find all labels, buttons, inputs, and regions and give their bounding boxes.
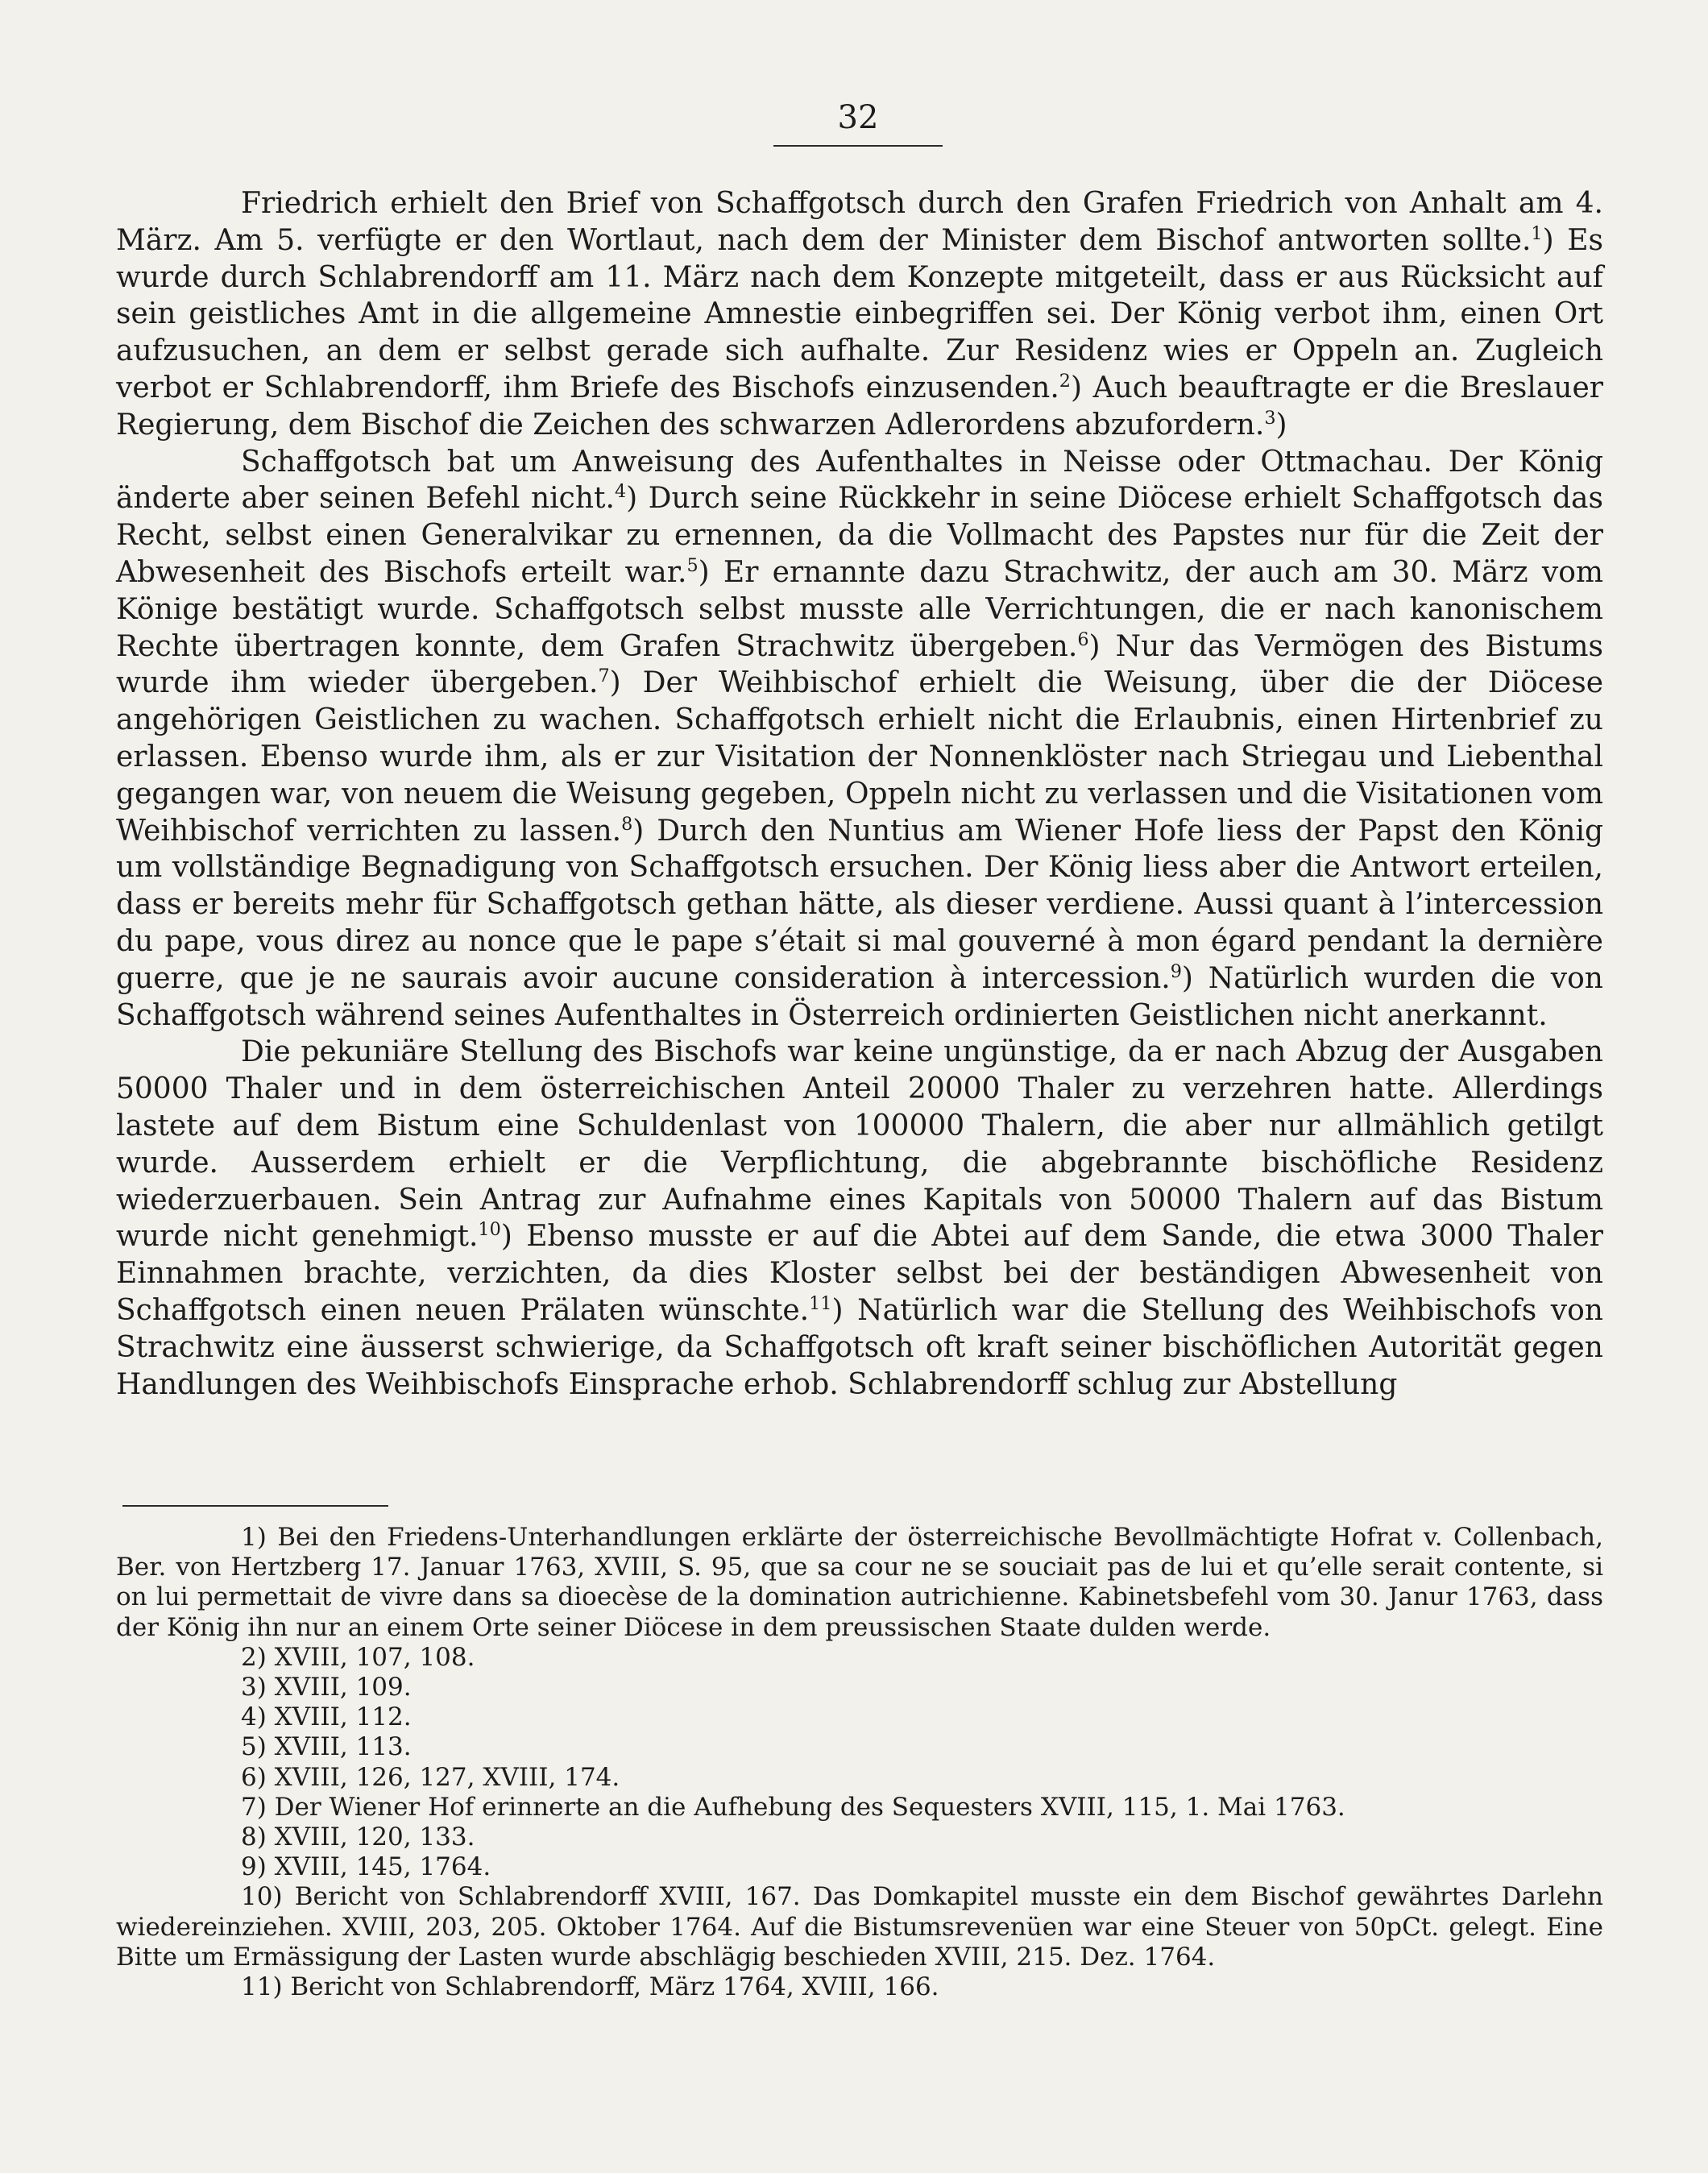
- footnote: 9) XVIII, 145, 1764.: [241, 1852, 491, 1882]
- footnote: 5) XVIII, 113.: [241, 1732, 412, 1762]
- footnote-reference: 1: [1531, 222, 1543, 244]
- text-run: ) Der Weihbischof erhielt die Weisung, über die der Diöcese angehörigen Geistlichen zu wachen. Schaffgotsch erhielt nicht die Erlaubnis, einen Hirtenbrief zu erlassen. Ebenso wurde ihm, als er zur Visitation der Nonnenklöster nach Striegau und Liebenthal gegangen war, von neuem die Weisung gegeben, Oppeln nicht zu verlassen und die Visitationen vom Weihbischof verrichten zu lassen.: [116, 666, 1603, 848]
- footnote-reference: 4: [614, 481, 627, 503]
- footnote-reference: 9: [1170, 960, 1182, 982]
- footnote: 7) Der Wiener Hof erinnerte an die Aufhebung des Sequesters XVIII, 115, 1. Mai 1763.: [241, 1792, 1345, 1822]
- footnotes: [116, 1523, 1603, 2002]
- footnote: 2) XVIII, 107, 108.: [241, 1642, 475, 1672]
- text-run: ) Natürlich wurden die von Schaffgotsch während seines Aufenthaltes in Österreich ordinierten Geistlichen nicht anerkannt.: [116, 961, 1603, 1032]
- footnote-reference: 8: [621, 813, 633, 835]
- text-run: ) Durch seine Rückkehr in seine Diöcese erhielt Schaffgotsch das Recht, selbst einen Generalvikar zu ernennen, da die Vollmacht des Papstes nur für die Zeit der Abwesenheit des Bischofs erteilt war.: [116, 482, 1603, 589]
- footnote-reference: 2: [1059, 370, 1071, 392]
- text-run: Friedrich erhielt den Brief von Schaffgotsch durch den Grafen Friedrich von Anhalt am 4. März. Am 5. verfügte er den Wortlaut, nach dem der Minister dem Bischof antworten sollte.: [116, 187, 1603, 257]
- text-run: Schaffgotsch bat um Anweisung des Aufenthaltes in Neisse oder Ottmachau. Der König änderte aber seinen Befehl nicht.: [116, 445, 1603, 516]
- footnote: 1) Bei den Friedens-Unterhandlungen erklärte der österreichische Bevollmächtigte Hofrat v. Collenbach, Ber. von Hertzberg 17. Januar 1763, XVIII, S. 95, que sa cour ne se souciait pas de lui et qu’elle serait contente, si on lui permettait de vivre dans sa dioecèse de la domination autrichienne. Kabinetsbefehl vom 30. Janur 1763, dass der König ihn nur an einem Orte seiner Diöcese in dem preussischen Staate dulden werde.: [116, 1523, 1603, 1642]
- main-text: [116, 185, 1603, 1403]
- footnote-separator: [122, 1505, 388, 1507]
- footnote-reference: 10: [478, 1219, 501, 1241]
- footnote-reference: 6: [1077, 628, 1089, 650]
- footnote: 3) XVIII, 109.: [241, 1673, 412, 1702]
- text-run: ) Natürlich war die Stellung des Weihbischofs von Strachwitz eine äusserst schwierige, da Schaffgotsch oft kraft seiner bischöflichen Autorität gegen Handlungen des Weihbischofs Einsprache erhob. Schlabrendorff schlug zur Abstellung: [116, 1293, 1603, 1401]
- footnote-reference: 11: [809, 1292, 832, 1314]
- text-run: ) Er ernannte dazu Strachwitz, der auch am 30. März vom Könige bestätigt wurde. Schaffgotsch selbst musste alle Verrichtungen, die er nach kanonischem Rechte übertragen konnte, dem Grafen Strachwitz übergeben.: [116, 555, 1604, 663]
- body-paragraph: [116, 444, 1603, 1035]
- body-paragraph: [116, 1034, 1603, 1403]
- text-run: ) Auch beauftragte er die Breslauer Regierung, dem Bischof die Zeichen des schwarzen Adlerordens abzufordern.: [116, 371, 1603, 442]
- text-run: ) Es wurde durch Schlabrendorff am 11. März nach dem Konzepte mitgeteilt, dass er aus Rücksicht auf sein geistliches Amt in die allgemeine Amnestie einbegriffen sei. Der König verbot ihm, einen Ort aufzusuchen, an dem er selbst gerade sich aufhalte. Zur Residenz wies er Oppeln an. Zugleich verbot er Schlabrendorff, ihm Briefe des Bischofs einzusenden.: [116, 223, 1603, 404]
- footnote: 4) XVIII, 112.: [241, 1702, 412, 1732]
- text-run: ) Durch den Nuntius am Wiener Hofe liess der Papst den König um vollständige Begnadigung von Schaffgotsch ersuchen. Der König liess aber die Antwort erteilen, dass er bereits mehr für Schaffgotsch gethan hätte, als dieser verdiene. Aussi quant à l’intercession du pape, vous direz au nonce que le pape s’était si mal gouverné à mon égard pendant la dernière guerre, que je ne saurais avoir aucune consideration à intercession.: [116, 814, 1603, 995]
- footnote: 6) XVIII, 126, 127, XVIII, 174.: [241, 1762, 620, 1792]
- footnote-reference: 3: [1264, 407, 1276, 429]
- text-run: ) Nur das Vermögen des Bistums wurde ihm wieder übergeben.: [116, 629, 1603, 700]
- footnote: 8) XVIII, 120, 133.: [241, 1823, 475, 1852]
- page-number: 32: [837, 99, 879, 136]
- footnote: 11) Bericht von Schlabrendorff, März 1764, XVIII, 166.: [241, 1972, 939, 2002]
- text-run: ): [1275, 408, 1287, 442]
- text-run: Die pekuniäre Stellung des Bischofs war keine ungünstige, da er nach Abzug der Ausgaben 50000 Thaler und in dem österreichischen Anteil 20000 Thaler zu verzehren hatte. Allerdings lastete auf dem Bistum eine Schuldenlast von 100000 Thalern, die aber nur allmählich getilgt wurde. Ausserdem erhielt er die Verpflichtung, die abgebrannte bischöfliche Residenz wiederzuerbauen. Sein Antrag zur Aufnahme eines Kapitals von 50000 Thalern auf das Bistum wurde nicht genehmigt.: [116, 1035, 1603, 1254]
- footnote: 10) Bericht von Schlabrendorff XVIII, 167. Das Domkapitel musste ein dem Bischof gewährtes Darlehn wiedereinziehen. XVIII, 203, 205. Oktober 1764. Auf die Bistumsrevenüen war eine Steuer von 50pCt. gelegt. Eine Bitte um Ermässigung der Lasten wurde abschlägig beschieden XVIII, 215. Dez. 1764.: [116, 1882, 1603, 1972]
- text-run: ) Ebenso musste er auf die Abtei auf dem Sande, die etwa 3000 Thaler Einnahmen brachte, verzichten, da dies Kloster selbst bei der beständigen Abwesenheit von Schaffgotsch einen neuen Prälaten wünschte.: [116, 1220, 1603, 1327]
- footnote-reference: 5: [686, 554, 699, 576]
- body-paragraph: [116, 185, 1603, 444]
- footnote-reference: 7: [598, 666, 610, 687]
- page-number-rule: [773, 145, 943, 147]
